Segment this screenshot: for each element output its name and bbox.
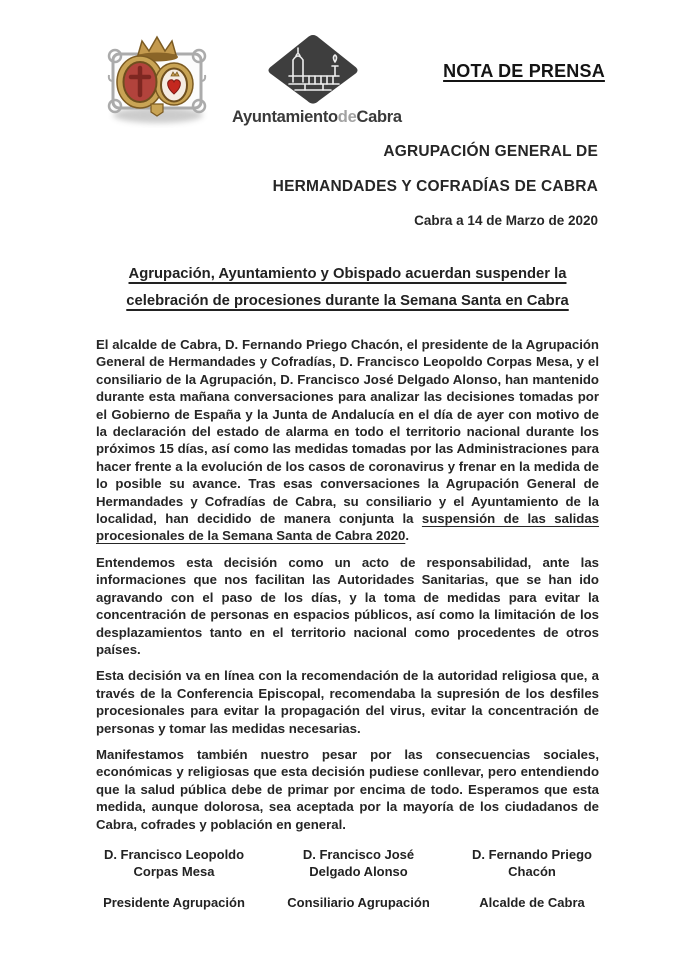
headline-line-1: Agrupación, Ayuntamiento y Obispado acuerdan suspender la <box>128 266 567 282</box>
paragraph-4: Manifestamos también nuestro pesar por las consecuencias sociales, económicas y religiosas que esta decisión pudiese conllevar, pero entendiendo que la salud pública debe de primar por encima de todo. Esperamos que esta medida, aunque dolorosa, sea aceptada por la mayoría de los ciudadanos de Cabra, cofrades y población en general. <box>96 746 599 832</box>
signer-name-line1: D. Fernando Priego <box>472 847 592 862</box>
signer-name-line2: Delgado Alonso <box>309 863 408 879</box>
dateline: Cabra a 14 de Marzo de 2020 <box>414 213 598 228</box>
wordmark-ayuntamiento: Ayuntamiento <box>232 108 338 126</box>
paragraph-2: Entendemos esta decisión como un acto de responsabilidad, ante las informaciones que nos facilitan las Autoridades Sanitarias, que se han ido agravando con el paso de los días, y la toma de medidas para evitar la concentración de personas en espacios públicos, así como la limitación de los desplazamientos tanto en el territorio nacional como procedentes de otros países. <box>96 554 599 657</box>
paragraph-1 <box>96 336 599 545</box>
headline <box>96 261 599 315</box>
headline-line-2: celebración de procesiones durante la Semana Santa en Cabra <box>126 293 569 309</box>
ayuntamiento-logo <box>232 34 402 127</box>
diamond-monument-icon <box>265 34 361 106</box>
ayuntamiento-wordmark <box>232 108 402 127</box>
signer-name-line1: D. Francisco José <box>302 847 415 862</box>
signature-block <box>96 847 599 912</box>
cofradias-crest-icon <box>101 34 213 128</box>
organization-line-1: AGRUPACIÓN GENERAL DE <box>383 143 598 160</box>
signer-name-line2: Chacón <box>508 863 556 879</box>
signer-role: Alcalde de Cabra <box>479 895 585 910</box>
wordmark-de: de <box>337 108 357 126</box>
signature-consiliario <box>279 847 439 912</box>
letterhead <box>273 143 598 228</box>
paragraph-1-end: . <box>405 528 409 544</box>
paragraph-1-underlined-phrase: suspensión de las salidas procesionales de la Semana Santa de Cabra 2020 <box>96 511 600 544</box>
signer-role: Presidente Agrupación <box>103 895 245 910</box>
organization-line-2: HERMANDADES Y COFRADÍAS DE CABRA <box>272 178 598 195</box>
paragraph-1-text: El alcalde de Cabra, D. Fernando Priego Chacón, el presidente de la Agrupación General de Hermandades y Cofradías, D. Francisco Leopoldo Corpas Mesa, y el consiliario de la Agrupación, D. Francisco José Delgado Alonso, han mantenido durante esta mañana conversaciones para analizar las decisiones tomadas por el Gobierno de España y la Junta de Andalucía en el día de ayer con motivo de la declaración del estado de alarma en todo el territorio nacional durante los próximos 15 días, así como las medidas tomadas por las Administraciones para hacer frente a la evolución de los casos de coronavirus y frenar en la medida de lo posible su avance. Tras esas conversaciones la Agrupación General de Hermandades y Cofradías de Cabra, su consiliario y el Ayuntamiento de la localidad, han decidido de manera conjunta la <box>96 337 599 527</box>
paragraph-3: Esta decisión va en línea con la recomendación de la autoridad religiosa que, a través de la Conferencia Episcopal, recomendaba la supresión de los desfiles procesionales para evitar la propagación del virus, evitar la concentración de personas y tomar las medidas necesarias. <box>96 668 599 736</box>
signature-president <box>96 847 252 912</box>
signature-alcalde <box>465 847 599 912</box>
signer-role: Consiliario Agrupación <box>287 895 430 910</box>
body-text <box>96 336 599 842</box>
wordmark-cabra: Cabra <box>356 108 402 126</box>
signer-name-line1: D. Francisco Leopoldo <box>103 847 245 862</box>
press-note-title: NOTA DE PRENSA <box>443 61 605 81</box>
signer-name-line2: Corpas Mesa <box>133 863 215 879</box>
